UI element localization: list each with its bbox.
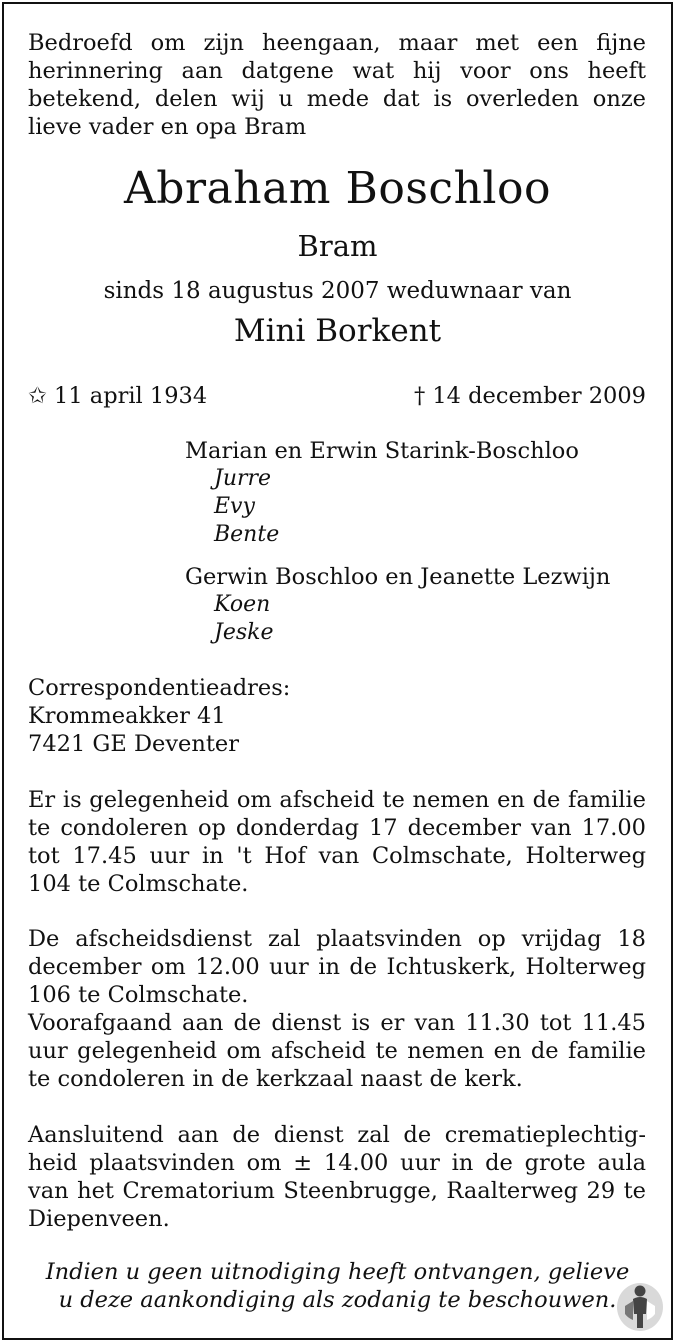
- grandchild-name: Evy: [214, 494, 255, 519]
- death-date: † 14 december 2009: [413, 383, 646, 409]
- address-street: Krommeakker 41: [28, 703, 226, 729]
- cremation-text: Aansluitend aan de dienst zal de crematieplechtigheid plaatsvinden om ± 14.00 uur in de grote aula van het Crematorium Steenbrugge, Raalterweg 29 te Diepenveen.: [28, 1122, 646, 1232]
- family-parents: Gerwin Boschloo en Jeanette Lezwijn: [185, 564, 611, 590]
- grandchild-name: Jeske: [214, 620, 274, 645]
- grandchild-name: Bente: [214, 522, 280, 547]
- address-city: 7421 GE Deventer: [28, 731, 239, 757]
- widower-line: sinds 18 augustus 2007 weduwnaar van: [103, 278, 572, 304]
- condolence-text: Er is gelegenheid om afscheid te nemen en de familie te condoleren op donderdag 17 december van 17.00 tot 17.45 uur in 't Hof van Colmschate, Holterweg 104 te Colmschate.: [28, 787, 646, 897]
- grandchild-name: Koen: [214, 592, 271, 617]
- footer-note: [0, 1258, 675, 1314]
- grandchild-name: Jurre: [214, 466, 272, 491]
- footer-line-2: u deze aankondiging als zodanig te beschouwen.: [58, 1287, 617, 1313]
- family-parents: Marian en Erwin Starink-Boschloo: [185, 438, 579, 464]
- family-list: [185, 437, 645, 647]
- service-line-1: De afscheidsdienst zal plaatsvinden op vrijdag 18 december om 12.00 uur in de Ichtuskerk, Holterweg 106 te Colmschate.: [28, 926, 646, 1008]
- deceased-nickname: Bram: [297, 229, 378, 263]
- service-line-2: Voorafgaand aan de dienst is er van 11.30 tot 11.45 uur gelegenheid om afscheid te nemen en de familie te condoleren in de kerkzaal naast de kerk.: [28, 1010, 646, 1092]
- dates-row: [28, 382, 646, 410]
- publisher-logo-icon: [616, 1280, 664, 1332]
- intro-text: Bedroefd om zijn heengaan, maar met een fijne herinnering aan datgene wat hij voor ons heeft betekend, delen wij u mede dat is overleden onze lieve vader en opa Bram: [28, 30, 646, 140]
- spouse-name: Mini Borkent: [233, 313, 442, 349]
- service-text: [28, 925, 646, 1093]
- correspondence-address: [28, 674, 646, 758]
- birth-date: ✩ 11 april 1934: [28, 383, 208, 409]
- address-label: Correspondentieadres:: [28, 675, 291, 701]
- footer-line-1: Indien u geen uitnodiging heeft ontvangen, gelieve: [45, 1259, 630, 1285]
- deceased-name: Abraham Boschloo: [124, 163, 551, 214]
